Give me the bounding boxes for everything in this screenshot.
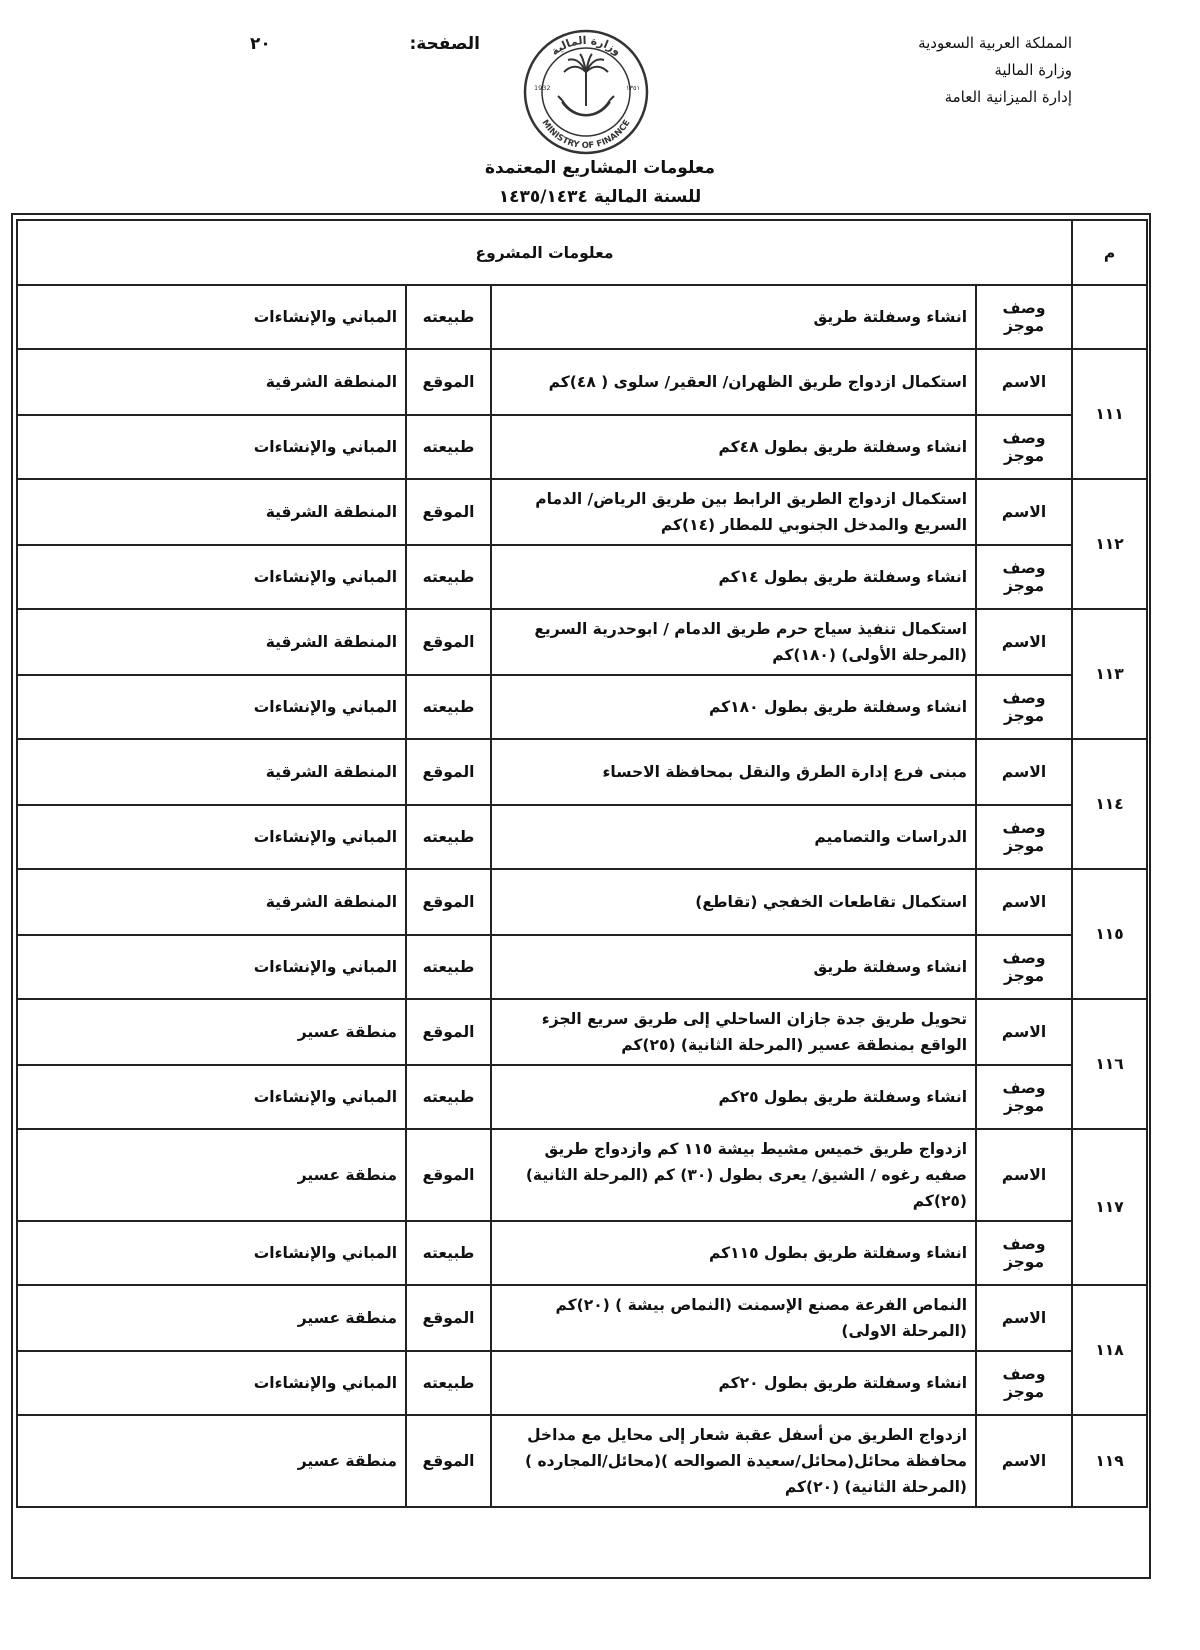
project-nature: المباني والإنشاءات — [17, 415, 406, 479]
project-number: ١١١ — [1072, 349, 1147, 479]
seal-year-right: ١٣٥١ — [626, 84, 640, 92]
project-nature: المباني والإنشاءات — [17, 1065, 406, 1129]
project-name: استكمال تنفيذ سياج حرم طريق الدمام / ابوحدرية السريع (المرحلة الأولى) (١٨٠)كم — [491, 609, 976, 675]
location-label: الموقع — [406, 869, 491, 935]
org-line-kingdom: المملكة العربية السعودية — [918, 34, 1072, 52]
project-number-cell — [1072, 285, 1147, 349]
table-row — [17, 999, 1147, 1065]
table-row — [17, 1221, 1147, 1285]
location-label: الموقع — [406, 739, 491, 805]
project-location: المنطقة الشرقية — [17, 479, 406, 545]
table-row — [17, 805, 1147, 869]
location-label: الموقع — [406, 1415, 491, 1507]
nature-label: طبيعته — [406, 545, 491, 609]
project-name: استكمال تقاطعات الخفجي (تقاطع) — [491, 869, 976, 935]
table-row — [17, 739, 1147, 805]
project-number: ١١٤ — [1072, 739, 1147, 869]
table-row — [17, 935, 1147, 999]
project-location: منطقة عسير — [17, 1129, 406, 1221]
seal-english-text: MINISTRY OF FINANCE — [539, 118, 633, 152]
project-location: منطقة عسير — [17, 1285, 406, 1351]
desc-label: وصف موجز — [976, 545, 1072, 609]
project-number: ١١٥ — [1072, 869, 1147, 999]
name-label: الاسم — [976, 609, 1072, 675]
project-location: المنطقة الشرقية — [17, 349, 406, 415]
table-row — [17, 479, 1147, 545]
project-location: المنطقة الشرقية — [17, 739, 406, 805]
project-name: تحويل طريق جدة جازان الساحلي إلى طريق سريع الجزء الواقع بمنطقة عسير (المرحلة الثانية) (٢٥)كم — [491, 999, 976, 1065]
project-desc: الدراسات والتصاميم — [491, 805, 976, 869]
table-row — [17, 609, 1147, 675]
org-header — [918, 30, 1072, 111]
header-number: م — [1072, 220, 1147, 285]
location-label: الموقع — [406, 479, 491, 545]
project-desc: انشاء وسفلتة طريق بطول ٤٨كم — [491, 415, 976, 479]
project-desc: انشاء وسفلتة طريق — [491, 935, 976, 999]
project-number: ١١٩ — [1072, 1415, 1147, 1507]
nature-label: طبيعته — [406, 1351, 491, 1415]
projects-table — [16, 219, 1148, 1508]
desc-label: وصف موجز — [976, 285, 1072, 349]
project-nature: المباني والإنشاءات — [17, 675, 406, 739]
project-name: مبنى فرع إدارة الطرق والنقل بمحافظة الاحساء — [491, 739, 976, 805]
project-number: ١١٣ — [1072, 609, 1147, 739]
nature-label: طبيعته — [406, 415, 491, 479]
nature-label: طبيعته — [406, 675, 491, 739]
title-approved-projects: معلومات المشاريع المعتمدة — [484, 158, 715, 178]
table-row — [17, 1351, 1147, 1415]
location-label: الموقع — [406, 609, 491, 675]
desc-label: وصف موجز — [976, 675, 1072, 739]
project-number: ١١٨ — [1072, 1285, 1147, 1415]
nature-label: طبيعته — [406, 805, 491, 869]
project-name: استكمال ازدواج الطريق الرابط بين طريق الرياض/ الدمام السريع والمدخل الجنوبي للمطار (١٤)كم — [491, 479, 976, 545]
project-location: منطقة عسير — [17, 1415, 406, 1507]
nature-label: طبيعته — [406, 935, 491, 999]
nature-label: طبيعته — [406, 1221, 491, 1285]
table-row — [17, 1129, 1147, 1221]
table-row — [17, 415, 1147, 479]
project-nature: المباني والإنشاءات — [17, 545, 406, 609]
project-nature: المباني والإنشاءات — [17, 1351, 406, 1415]
ministry-seal-logo — [522, 28, 650, 156]
desc-label: وصف موجز — [976, 1351, 1072, 1415]
name-label: الاسم — [976, 999, 1072, 1065]
desc-label: وصف موجز — [976, 1221, 1072, 1285]
project-number: ١١٧ — [1072, 1129, 1147, 1285]
document-titles — [300, 154, 900, 212]
project-nature: المباني والإنشاءات — [17, 285, 406, 349]
project-location: المنطقة الشرقية — [17, 609, 406, 675]
location-label: الموقع — [406, 349, 491, 415]
page-label: الصفحة: — [409, 34, 480, 54]
desc-label: وصف موجز — [976, 1065, 1072, 1129]
project-desc: انشاء وسفلتة طريق بطول ٢٥كم — [491, 1065, 976, 1129]
palm-swords-icon — [558, 54, 614, 116]
desc-label: وصف موجز — [976, 415, 1072, 479]
name-label: الاسم — [976, 1415, 1072, 1507]
name-label: الاسم — [976, 349, 1072, 415]
table-row — [17, 285, 1147, 349]
table-row — [17, 675, 1147, 739]
header-project-info: معلومات المشروع — [17, 220, 1072, 285]
table-row — [17, 869, 1147, 935]
table-row — [17, 1415, 1147, 1507]
table-row — [17, 545, 1147, 609]
project-desc: انشاء وسفلتة طريق بطول ١١٥كم — [491, 1221, 976, 1285]
name-label: الاسم — [976, 479, 1072, 545]
project-desc: انشاء وسفلتة طريق بطول ١٤كم — [491, 545, 976, 609]
project-desc: انشاء وسفلتة طريق بطول ٢٠كم — [491, 1351, 976, 1415]
name-label: الاسم — [976, 1285, 1072, 1351]
location-label: الموقع — [406, 999, 491, 1065]
project-desc: انشاء وسفلتة طريق — [491, 285, 976, 349]
project-nature: المباني والإنشاءات — [17, 935, 406, 999]
desc-label: وصف موجز — [976, 935, 1072, 999]
location-label: الموقع — [406, 1129, 491, 1221]
project-desc: انشاء وسفلتة طريق بطول ١٨٠كم — [491, 675, 976, 739]
project-nature: المباني والإنشاءات — [17, 1221, 406, 1285]
page-number: ٢٠ — [250, 34, 271, 54]
name-label: الاسم — [976, 739, 1072, 805]
desc-label: وصف موجز — [976, 805, 1072, 869]
name-label: الاسم — [976, 1129, 1072, 1221]
nature-label: طبيعته — [406, 1065, 491, 1129]
name-label: الاسم — [976, 869, 1072, 935]
table-row — [17, 1065, 1147, 1129]
project-location: منطقة عسير — [17, 999, 406, 1065]
svg-text:MINISTRY OF FINANCE — [539, 118, 632, 151]
table-row — [17, 1285, 1147, 1351]
project-location: المنطقة الشرقية — [17, 869, 406, 935]
project-name: استكمال ازدواج طريق الظهران/ العقير/ سلوى ( ٤٨)كم — [491, 349, 976, 415]
table-header-row — [17, 220, 1147, 285]
table-row — [17, 349, 1147, 415]
project-number: ١١٢ — [1072, 479, 1147, 609]
project-name: ازدواج طريق خميس مشيط بيشة ١١٥ كم وازدواج طريق صفيه رغوه / الشيق/ يعرى بطول (٣٠) كم (المرحلة الثانية) (٢٥)كم — [491, 1129, 976, 1221]
project-name: النماص الفرعة مصنع الإسمنت (النماص بيشة ) (٢٠)كم (المرحلة الاولى) — [491, 1285, 976, 1351]
project-nature: المباني والإنشاءات — [17, 805, 406, 869]
nature-label: طبيعته — [406, 285, 491, 349]
org-line-ministry: وزارة المالية — [994, 61, 1072, 79]
seal-year-left: 1932 — [534, 84, 551, 92]
title-fiscal-year: للسنة المالية ١٤٣٥/١٤٣٤ — [498, 187, 702, 207]
page-indicator — [250, 34, 480, 54]
project-name: ازدواج الطريق من أسفل عقبة شعار إلى محايل مع مداخل محافظة محائل(محائل/سعيدة الصوالحه )(محائل/المجارده ) (المرحلة الثانية) (٢٠)كم — [491, 1415, 976, 1507]
project-number: ١١٦ — [1072, 999, 1147, 1129]
org-line-department: إدارة الميزانية العامة — [944, 88, 1072, 106]
location-label: الموقع — [406, 1285, 491, 1351]
seal-arabic-text: وزارة المالية — [548, 33, 624, 59]
